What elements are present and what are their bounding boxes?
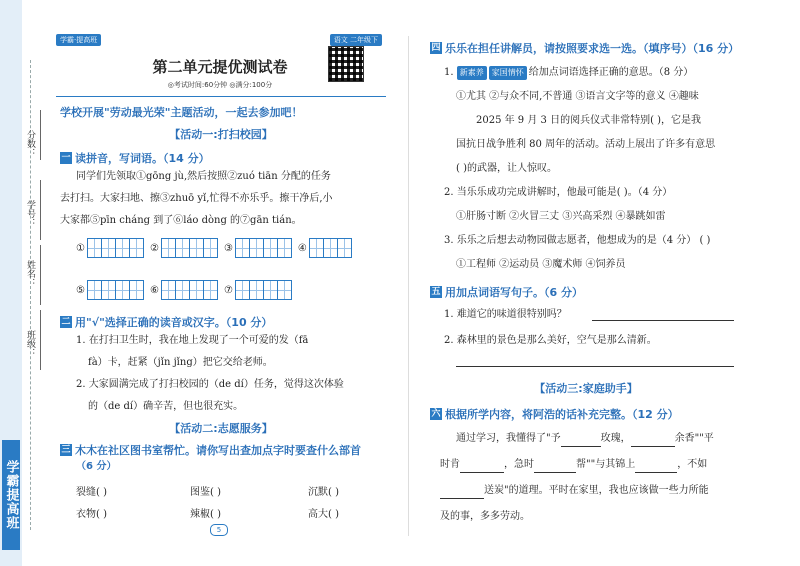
section-4-q3-options: ①工程师 ②运动员 ③魔术师 ④饲养员: [456, 259, 626, 270]
answer-line[interactable]: [456, 366, 734, 367]
section-6-line-3: 送炭"的道理。平时在家里，我也应该做一些力所能: [440, 484, 709, 499]
grid-label: ②: [149, 242, 159, 254]
section-2-line-1: 1. 在打扫卫生时，我在地上发现了一个可爱的发（fā: [76, 335, 309, 346]
writing-grid[interactable]: [309, 238, 352, 258]
fill-blank[interactable]: [631, 432, 675, 447]
section-2-title: 用"√"选择正确的读音或汉字。（10 分）: [75, 316, 273, 329]
pinyin-grid-row-1: [76, 238, 358, 258]
student-id-field-label: 学号：: [25, 200, 35, 227]
section-4-q3[interactable]: 3. 乐乐之后想去动物园做志愿者，他想成为的是（4 分） ( ): [444, 235, 711, 246]
section-2-heading: [60, 314, 272, 330]
fill-blank[interactable]: [440, 484, 484, 499]
new-literacy-tag: 新素养: [457, 66, 487, 80]
writing-grid[interactable]: [161, 280, 218, 300]
section-6-line-4: 及的事，多多劳动。: [440, 511, 530, 522]
writing-grid[interactable]: [235, 238, 292, 258]
section-4-q1: 1. 新素养 家国情怀 给加点词语选择正确的意思。（8 分）: [444, 67, 694, 78]
section-1-heading: [60, 150, 210, 166]
section-number-badge: 四: [431, 43, 441, 53]
grid-label: ③: [223, 242, 233, 254]
section-4-q2[interactable]: 2. 当乐乐成功完成讲解时，他最可能是( )。（4 分）: [444, 187, 673, 198]
section-2-line-2: fà）卡，赶紧（jǐn jǐng）把它交给老师。: [88, 357, 273, 368]
writing-grid[interactable]: [161, 238, 218, 258]
section-3-title: 木木在社区图书室帮忙。请你写出查加点字时要查什么部首: [75, 444, 361, 457]
exam-header: [56, 34, 384, 94]
exam-meta: ◎考试时间:60分钟 ◎满分:100分: [167, 81, 273, 89]
activity-1-title: 【活动一:打扫校园】: [169, 128, 273, 141]
section-6-line-2: 时肯 ，急时 帮""与其锦上 ，不如: [440, 458, 707, 473]
fill-blank[interactable]: [635, 458, 677, 473]
section-6-line-1: 通过学习，我懂得了"予 玫瑰， 余香""平: [456, 432, 714, 447]
section-6-title: 根据所学内容，将阿浩的话补充完整。（12 分）: [445, 408, 679, 421]
fill-blank[interactable]: [534, 458, 576, 473]
section-4-q2-options: ①肝肠寸断 ②火冒三丈 ③兴高采烈 ④暴跳如雷: [456, 211, 666, 222]
section-4-q1-text: 给加点词语选择正确的意思。（8 分）: [528, 67, 694, 78]
page-title: 第二单元提优测试卷: [152, 58, 288, 76]
section-number-badge: 三: [61, 445, 71, 455]
writing-grid[interactable]: [235, 280, 292, 300]
header-divider: [56, 96, 386, 97]
activity-2-title: 【活动二:志愿服务】: [169, 422, 273, 435]
page-number: 5: [210, 524, 228, 536]
score-field-line[interactable]: [40, 110, 41, 160]
brand-tag: 学霸·提高班: [56, 34, 101, 46]
score-field-label: 分数：: [25, 130, 35, 157]
qr-code-icon: [328, 46, 364, 82]
intro-text: 学校开展"劳动最光荣"主题活动，一起去参加吧！: [60, 106, 303, 119]
radical-item[interactable]: 裂缝( ): [76, 487, 107, 498]
section-2-line-3: 2. 大家圆满完成了打扫校园的（de dí）任务，觉得这次体验: [76, 379, 344, 390]
section-6-heading: [430, 406, 679, 422]
name-field-label: 姓名：: [25, 260, 35, 287]
grid-label: ④: [297, 242, 307, 254]
section-1-line-1: 同学们先领取①gōng jù,然后按照②zuó tiān 分配的任务: [76, 171, 331, 182]
subject-tag: 语文 二年级下: [330, 34, 382, 46]
pinyin-grid-row-2: [76, 280, 298, 300]
section-number-badge: 五: [431, 287, 441, 297]
class-field-label: 班级：: [25, 330, 35, 357]
fill-blank[interactable]: [460, 458, 504, 473]
section-4-q1-para-1[interactable]: 2025 年 9 月 3 日的阅兵仪式非常特别( )，它是我: [476, 115, 702, 126]
patriotism-tag: 家国情怀: [489, 66, 527, 80]
class-field-line[interactable]: [40, 310, 41, 370]
writing-grid[interactable]: [87, 280, 144, 300]
section-4-title: 乐乐在担任讲解员，请按照要求选一选。（填序号）（16 分）: [445, 42, 740, 55]
grid-label: ①: [76, 242, 85, 254]
section-4-q1-para-2: 国抗日战争胜利 80 周年的活动。活动上展出了许多有意思: [456, 139, 716, 150]
section-4-q1-para-3[interactable]: ( )的武器，让人惊叹。: [456, 163, 557, 174]
grid-label: ⑤: [76, 284, 85, 296]
activity-3-title: 【活动三:家庭助手】: [534, 382, 638, 395]
writing-grid[interactable]: [87, 238, 144, 258]
grid-label: ⑥: [149, 284, 159, 296]
section-number-badge: 六: [431, 409, 441, 419]
student-id-field-line[interactable]: [40, 180, 41, 240]
section-3-score: （6 分）: [76, 461, 117, 472]
radical-item[interactable]: 沉默( ): [308, 487, 339, 498]
section-4-q1-options: ①尤其 ②与众不同,不普通 ③语言文字等的意义 ④趣味: [456, 91, 699, 102]
name-field-line[interactable]: [40, 245, 41, 305]
section-4-heading: [430, 40, 739, 56]
section-5-q2: 2. 森林里的景色是那么美好，空气是那么清新。: [444, 335, 657, 346]
fill-blank[interactable]: [561, 432, 601, 447]
radical-item[interactable]: 衣物( ): [76, 509, 107, 520]
section-number-badge: 一: [61, 153, 71, 163]
section-1-line-2: 去打扫。大家扫地、擦③zhuō yǐ,忙得不亦乐乎。擦干净后,小: [60, 193, 333, 204]
section-1-title: 读拼音，写词语。（14 分）: [75, 152, 210, 165]
radical-item[interactable]: 高大( ): [308, 509, 339, 520]
section-5-title: 用加点词语写句子。（6 分）: [445, 286, 583, 299]
brand-logo: 学霸提高班: [2, 440, 20, 550]
radical-item[interactable]: 辣椒( ): [190, 509, 221, 520]
answer-line[interactable]: [592, 320, 734, 321]
page-divider: [408, 36, 409, 536]
section-2-line-4: 的（de dí）确辛苦，但也很充实。: [88, 401, 244, 412]
section-5-q1: 1. 难道它的味道很特别吗？: [444, 309, 567, 320]
section-5-heading: [430, 284, 583, 300]
section-1-line-3: 大家都⑤pīn cháng 到了⑥láo dòng 的⑦gān tián。: [60, 215, 302, 226]
radical-item[interactable]: 图鉴( ): [190, 487, 221, 498]
section-3-heading: [60, 442, 361, 458]
grid-label: ⑦: [223, 284, 233, 296]
section-number-badge: 二: [61, 317, 71, 327]
